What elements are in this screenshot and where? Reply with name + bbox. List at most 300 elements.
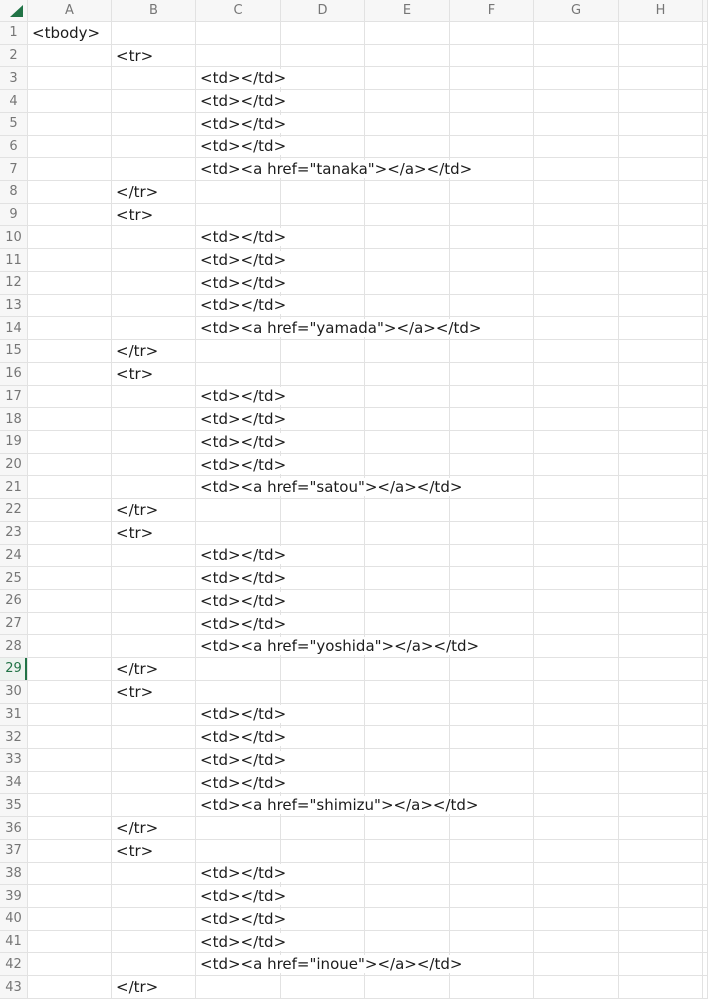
cell-D30[interactable]	[281, 681, 365, 704]
cell-A22[interactable]	[28, 499, 112, 522]
cell-D8[interactable]	[281, 181, 365, 204]
row-header-40[interactable]: 40	[0, 908, 28, 931]
cell-C42[interactable]	[196, 953, 463, 976]
cell-B35[interactable]	[112, 794, 196, 817]
cell-C17[interactable]	[196, 386, 287, 409]
cell-E26[interactable]	[365, 590, 450, 613]
cell-E31[interactable]	[365, 704, 450, 727]
cell-F1[interactable]	[450, 22, 534, 45]
cell-F20[interactable]	[450, 454, 534, 477]
cell-H21[interactable]	[619, 476, 703, 499]
cell-F43[interactable]	[450, 976, 534, 999]
cell-A30[interactable]	[28, 681, 112, 704]
cell-B32[interactable]	[112, 726, 196, 749]
cell-F10[interactable]	[450, 226, 534, 249]
cell-G23[interactable]	[534, 522, 619, 545]
cell-H19[interactable]	[619, 431, 703, 454]
row-header-7[interactable]: 7	[0, 158, 28, 181]
row-header-17[interactable]: 17	[0, 386, 28, 409]
cell-B22[interactable]	[112, 499, 196, 522]
row-header-33[interactable]: 33	[0, 749, 28, 772]
cell-D13[interactable]	[281, 295, 365, 318]
cell-C29[interactable]	[196, 658, 281, 681]
cell-B15[interactable]	[112, 340, 196, 363]
cell-H11[interactable]	[619, 249, 703, 272]
cell-F15[interactable]	[450, 340, 534, 363]
cell-F31[interactable]	[450, 704, 534, 727]
cell-F41[interactable]	[450, 931, 534, 954]
cell-F8[interactable]	[450, 181, 534, 204]
cell-A29[interactable]	[28, 658, 112, 681]
cell-D4[interactable]	[281, 90, 365, 113]
cell-B29[interactable]	[112, 658, 196, 681]
cell-C9[interactable]	[196, 204, 281, 227]
row-header-30[interactable]: 30	[0, 681, 28, 704]
cell-D16[interactable]	[281, 363, 365, 386]
cell-H12[interactable]	[619, 272, 703, 295]
cell-A31[interactable]	[28, 704, 112, 727]
cell-B20[interactable]	[112, 454, 196, 477]
cell-E3[interactable]	[365, 67, 450, 90]
cell-C24[interactable]	[196, 545, 287, 568]
cell-C40[interactable]	[196, 908, 287, 931]
cell-H30[interactable]	[619, 681, 703, 704]
cell-A37[interactable]	[28, 840, 112, 863]
cell-A24[interactable]	[28, 545, 112, 568]
cell-B25[interactable]	[112, 567, 196, 590]
cell-B18[interactable]	[112, 408, 196, 431]
cell-C31[interactable]	[196, 704, 287, 727]
cell-D9[interactable]	[281, 204, 365, 227]
cell-B8[interactable]	[112, 181, 196, 204]
cell-B37[interactable]	[112, 840, 196, 863]
cell-B12[interactable]	[112, 272, 196, 295]
cell-F11[interactable]	[450, 249, 534, 272]
cell-G2[interactable]	[534, 45, 619, 68]
cell-A33[interactable]	[28, 749, 112, 772]
cell-C38[interactable]	[196, 863, 287, 886]
cell-A5[interactable]	[28, 113, 112, 136]
cell-G43[interactable]	[534, 976, 619, 999]
row-header-15[interactable]: 15	[0, 340, 28, 363]
cell-G37[interactable]	[534, 840, 619, 863]
cell-C20[interactable]	[196, 454, 287, 477]
cell-C36[interactable]	[196, 817, 281, 840]
cell-H17[interactable]	[619, 386, 703, 409]
cell-H14[interactable]	[619, 317, 703, 340]
cell-H27[interactable]	[619, 613, 703, 636]
cell-H2[interactable]	[619, 45, 703, 68]
cell-F37[interactable]	[450, 840, 534, 863]
row-header-9[interactable]: 9	[0, 204, 28, 227]
cell-A1[interactable]	[28, 22, 112, 45]
cell-C34[interactable]	[196, 772, 287, 795]
select-all-corner[interactable]	[0, 0, 28, 22]
cell-D27[interactable]	[281, 613, 365, 636]
cell-G32[interactable]	[534, 726, 619, 749]
row-header-26[interactable]: 26	[0, 590, 28, 613]
row-header-28[interactable]: 28	[0, 635, 28, 658]
cell-D2[interactable]	[281, 45, 365, 68]
cell-G34[interactable]	[534, 772, 619, 795]
cell-A7[interactable]	[28, 158, 112, 181]
row-header-1[interactable]: 1	[0, 22, 28, 45]
cell-B6[interactable]	[112, 136, 196, 159]
cell-G36[interactable]	[534, 817, 619, 840]
cell-C3[interactable]	[196, 67, 287, 90]
cell-H35[interactable]	[619, 794, 703, 817]
row-header-34[interactable]: 34	[0, 772, 28, 795]
cell-G42[interactable]	[534, 953, 619, 976]
row-header-4[interactable]: 4	[0, 90, 28, 113]
cell-C39[interactable]	[196, 885, 287, 908]
cell-G11[interactable]	[534, 249, 619, 272]
cell-B24[interactable]	[112, 545, 196, 568]
cell-H20[interactable]	[619, 454, 703, 477]
cell-G16[interactable]	[534, 363, 619, 386]
cell-G1[interactable]	[534, 22, 619, 45]
cell-H22[interactable]	[619, 499, 703, 522]
cell-H4[interactable]	[619, 90, 703, 113]
column-header-G[interactable]: G	[534, 0, 619, 22]
cell-E39[interactable]	[365, 885, 450, 908]
cell-H25[interactable]	[619, 567, 703, 590]
cell-C14[interactable]	[196, 317, 482, 340]
cell-A23[interactable]	[28, 522, 112, 545]
cell-H3[interactable]	[619, 67, 703, 90]
cell-E1[interactable]	[365, 22, 450, 45]
cell-D43[interactable]	[281, 976, 365, 999]
cell-C1[interactable]	[196, 22, 281, 45]
cell-H9[interactable]	[619, 204, 703, 227]
cell-A34[interactable]	[28, 772, 112, 795]
cell-G3[interactable]	[534, 67, 619, 90]
cell-E23[interactable]	[365, 522, 450, 545]
row-header-21[interactable]: 21	[0, 476, 28, 499]
cell-F38[interactable]	[450, 863, 534, 886]
cell-D3[interactable]	[281, 67, 365, 90]
cell-C41[interactable]	[196, 931, 287, 954]
cell-C5[interactable]	[196, 113, 287, 136]
cell-D34[interactable]	[281, 772, 365, 795]
cell-E43[interactable]	[365, 976, 450, 999]
row-header-13[interactable]: 13	[0, 295, 28, 318]
cell-A32[interactable]	[28, 726, 112, 749]
cell-G14[interactable]	[534, 317, 619, 340]
cell-E19[interactable]	[365, 431, 450, 454]
cell-G41[interactable]	[534, 931, 619, 954]
cell-D11[interactable]	[281, 249, 365, 272]
cell-B28[interactable]	[112, 635, 196, 658]
cell-B38[interactable]	[112, 863, 196, 886]
cell-D37[interactable]	[281, 840, 365, 863]
column-header-A[interactable]: A	[28, 0, 112, 22]
cell-A26[interactable]	[28, 590, 112, 613]
cell-B36[interactable]	[112, 817, 196, 840]
cell-G27[interactable]	[534, 613, 619, 636]
cell-A10[interactable]	[28, 226, 112, 249]
cell-E37[interactable]	[365, 840, 450, 863]
cell-C12[interactable]	[196, 272, 287, 295]
cell-B14[interactable]	[112, 317, 196, 340]
cell-H42[interactable]	[619, 953, 703, 976]
row-header-39[interactable]: 39	[0, 885, 28, 908]
cell-G40[interactable]	[534, 908, 619, 931]
cell-H15[interactable]	[619, 340, 703, 363]
cell-F2[interactable]	[450, 45, 534, 68]
row-header-2[interactable]: 2	[0, 45, 28, 68]
cell-B9[interactable]	[112, 204, 196, 227]
cell-F40[interactable]	[450, 908, 534, 931]
cell-B5[interactable]	[112, 113, 196, 136]
cell-C8[interactable]	[196, 181, 281, 204]
column-header-C[interactable]: C	[196, 0, 281, 22]
cell-G17[interactable]	[534, 386, 619, 409]
cell-D15[interactable]	[281, 340, 365, 363]
cell-G5[interactable]	[534, 113, 619, 136]
cell-A40[interactable]	[28, 908, 112, 931]
cell-D18[interactable]	[281, 408, 365, 431]
cell-D6[interactable]	[281, 136, 365, 159]
row-header-19[interactable]: 19	[0, 431, 28, 454]
cell-H16[interactable]	[619, 363, 703, 386]
cell-B21[interactable]	[112, 476, 196, 499]
cell-G26[interactable]	[534, 590, 619, 613]
cell-A12[interactable]	[28, 272, 112, 295]
cell-F5[interactable]	[450, 113, 534, 136]
cell-E9[interactable]	[365, 204, 450, 227]
cell-E27[interactable]	[365, 613, 450, 636]
cell-A35[interactable]	[28, 794, 112, 817]
cell-E32[interactable]	[365, 726, 450, 749]
row-header-37[interactable]: 37	[0, 840, 28, 863]
cell-C15[interactable]	[196, 340, 281, 363]
cell-D17[interactable]	[281, 386, 365, 409]
cell-A27[interactable]	[28, 613, 112, 636]
cell-H5[interactable]	[619, 113, 703, 136]
row-header-41[interactable]: 41	[0, 931, 28, 954]
cell-D19[interactable]	[281, 431, 365, 454]
cell-H29[interactable]	[619, 658, 703, 681]
cell-D20[interactable]	[281, 454, 365, 477]
cell-A21[interactable]	[28, 476, 112, 499]
cell-E18[interactable]	[365, 408, 450, 431]
cell-E30[interactable]	[365, 681, 450, 704]
cell-C19[interactable]	[196, 431, 287, 454]
cell-A9[interactable]	[28, 204, 112, 227]
cell-D10[interactable]	[281, 226, 365, 249]
row-header-43[interactable]: 43	[0, 976, 28, 999]
column-header-D[interactable]: D	[281, 0, 365, 22]
cell-H37[interactable]	[619, 840, 703, 863]
row-header-27[interactable]: 27	[0, 613, 28, 636]
cell-A38[interactable]	[28, 863, 112, 886]
cell-C21[interactable]	[196, 476, 463, 499]
row-header-23[interactable]: 23	[0, 522, 28, 545]
cell-A42[interactable]	[28, 953, 112, 976]
cell-F36[interactable]	[450, 817, 534, 840]
cell-H43[interactable]	[619, 976, 703, 999]
cell-E8[interactable]	[365, 181, 450, 204]
cell-H33[interactable]	[619, 749, 703, 772]
row-header-32[interactable]: 32	[0, 726, 28, 749]
cell-E6[interactable]	[365, 136, 450, 159]
cell-C28[interactable]	[196, 635, 480, 658]
cell-H26[interactable]	[619, 590, 703, 613]
cell-H39[interactable]	[619, 885, 703, 908]
cell-G30[interactable]	[534, 681, 619, 704]
cell-C30[interactable]	[196, 681, 281, 704]
cell-F9[interactable]	[450, 204, 534, 227]
cell-D24[interactable]	[281, 545, 365, 568]
cell-B30[interactable]	[112, 681, 196, 704]
cell-H13[interactable]	[619, 295, 703, 318]
cell-D40[interactable]	[281, 908, 365, 931]
cell-G9[interactable]	[534, 204, 619, 227]
cell-D22[interactable]	[281, 499, 365, 522]
cell-C26[interactable]	[196, 590, 287, 613]
cell-F18[interactable]	[450, 408, 534, 431]
cell-E5[interactable]	[365, 113, 450, 136]
cell-C43[interactable]	[196, 976, 281, 999]
cell-D5[interactable]	[281, 113, 365, 136]
cell-E11[interactable]	[365, 249, 450, 272]
column-header-H[interactable]: H	[619, 0, 703, 22]
cell-F23[interactable]	[450, 522, 534, 545]
cell-D39[interactable]	[281, 885, 365, 908]
cell-G8[interactable]	[534, 181, 619, 204]
cell-B23[interactable]	[112, 522, 196, 545]
cell-D26[interactable]	[281, 590, 365, 613]
cell-D25[interactable]	[281, 567, 365, 590]
cell-F19[interactable]	[450, 431, 534, 454]
cell-A13[interactable]	[28, 295, 112, 318]
cell-A8[interactable]	[28, 181, 112, 204]
cell-D23[interactable]	[281, 522, 365, 545]
cell-F6[interactable]	[450, 136, 534, 159]
cell-H34[interactable]	[619, 772, 703, 795]
cell-G4[interactable]	[534, 90, 619, 113]
cell-F4[interactable]	[450, 90, 534, 113]
cell-C27[interactable]	[196, 613, 287, 636]
cell-G22[interactable]	[534, 499, 619, 522]
cell-H1[interactable]	[619, 22, 703, 45]
cell-H10[interactable]	[619, 226, 703, 249]
cell-G24[interactable]	[534, 545, 619, 568]
cell-E41[interactable]	[365, 931, 450, 954]
cell-A41[interactable]	[28, 931, 112, 954]
cell-B31[interactable]	[112, 704, 196, 727]
cell-B7[interactable]	[112, 158, 196, 181]
cell-C16[interactable]	[196, 363, 281, 386]
cell-A2[interactable]	[28, 45, 112, 68]
row-header-38[interactable]: 38	[0, 863, 28, 886]
cell-D1[interactable]	[281, 22, 365, 45]
cell-E25[interactable]	[365, 567, 450, 590]
row-header-16[interactable]: 16	[0, 363, 28, 386]
cell-A15[interactable]	[28, 340, 112, 363]
cell-H8[interactable]	[619, 181, 703, 204]
cell-E15[interactable]	[365, 340, 450, 363]
cell-B1[interactable]	[112, 22, 196, 45]
row-header-42[interactable]: 42	[0, 953, 28, 976]
cell-F32[interactable]	[450, 726, 534, 749]
cell-B2[interactable]	[112, 45, 196, 68]
row-header-22[interactable]: 22	[0, 499, 28, 522]
cell-E2[interactable]	[365, 45, 450, 68]
cell-C6[interactable]	[196, 136, 287, 159]
cell-E12[interactable]	[365, 272, 450, 295]
cell-C13[interactable]	[196, 295, 287, 318]
cell-C4[interactable]	[196, 90, 287, 113]
cell-G15[interactable]	[534, 340, 619, 363]
cell-B11[interactable]	[112, 249, 196, 272]
cell-E20[interactable]	[365, 454, 450, 477]
cell-E10[interactable]	[365, 226, 450, 249]
row-header-6[interactable]: 6	[0, 136, 28, 159]
cell-A19[interactable]	[28, 431, 112, 454]
cell-G38[interactable]	[534, 863, 619, 886]
cell-B19[interactable]	[112, 431, 196, 454]
cell-H36[interactable]	[619, 817, 703, 840]
cell-B26[interactable]	[112, 590, 196, 613]
cell-G20[interactable]	[534, 454, 619, 477]
cell-D12[interactable]	[281, 272, 365, 295]
cell-B42[interactable]	[112, 953, 196, 976]
cell-F29[interactable]	[450, 658, 534, 681]
cell-F39[interactable]	[450, 885, 534, 908]
cell-E4[interactable]	[365, 90, 450, 113]
cell-H7[interactable]	[619, 158, 703, 181]
column-header-E[interactable]: E	[365, 0, 450, 22]
cell-H41[interactable]	[619, 931, 703, 954]
cell-H18[interactable]	[619, 408, 703, 431]
cell-D41[interactable]	[281, 931, 365, 954]
cell-F24[interactable]	[450, 545, 534, 568]
row-header-3[interactable]: 3	[0, 67, 28, 90]
cell-B43[interactable]	[112, 976, 196, 999]
cell-B4[interactable]	[112, 90, 196, 113]
cell-G33[interactable]	[534, 749, 619, 772]
cell-C25[interactable]	[196, 567, 287, 590]
cell-G7[interactable]	[534, 158, 619, 181]
cell-E40[interactable]	[365, 908, 450, 931]
cell-C23[interactable]	[196, 522, 281, 545]
cell-C18[interactable]	[196, 408, 287, 431]
cell-C35[interactable]	[196, 794, 479, 817]
cell-H24[interactable]	[619, 545, 703, 568]
cell-B39[interactable]	[112, 885, 196, 908]
row-header-24[interactable]: 24	[0, 545, 28, 568]
cell-F25[interactable]	[450, 567, 534, 590]
cell-G12[interactable]	[534, 272, 619, 295]
cell-G35[interactable]	[534, 794, 619, 817]
cell-E33[interactable]	[365, 749, 450, 772]
cell-D36[interactable]	[281, 817, 365, 840]
cell-E36[interactable]	[365, 817, 450, 840]
row-header-25[interactable]: 25	[0, 567, 28, 590]
cell-H28[interactable]	[619, 635, 703, 658]
cell-E29[interactable]	[365, 658, 450, 681]
row-header-5[interactable]: 5	[0, 113, 28, 136]
row-header-31[interactable]: 31	[0, 704, 28, 727]
cell-B10[interactable]	[112, 226, 196, 249]
cell-D38[interactable]	[281, 863, 365, 886]
cell-E17[interactable]	[365, 386, 450, 409]
cell-G25[interactable]	[534, 567, 619, 590]
cell-G21[interactable]	[534, 476, 619, 499]
cell-F12[interactable]	[450, 272, 534, 295]
